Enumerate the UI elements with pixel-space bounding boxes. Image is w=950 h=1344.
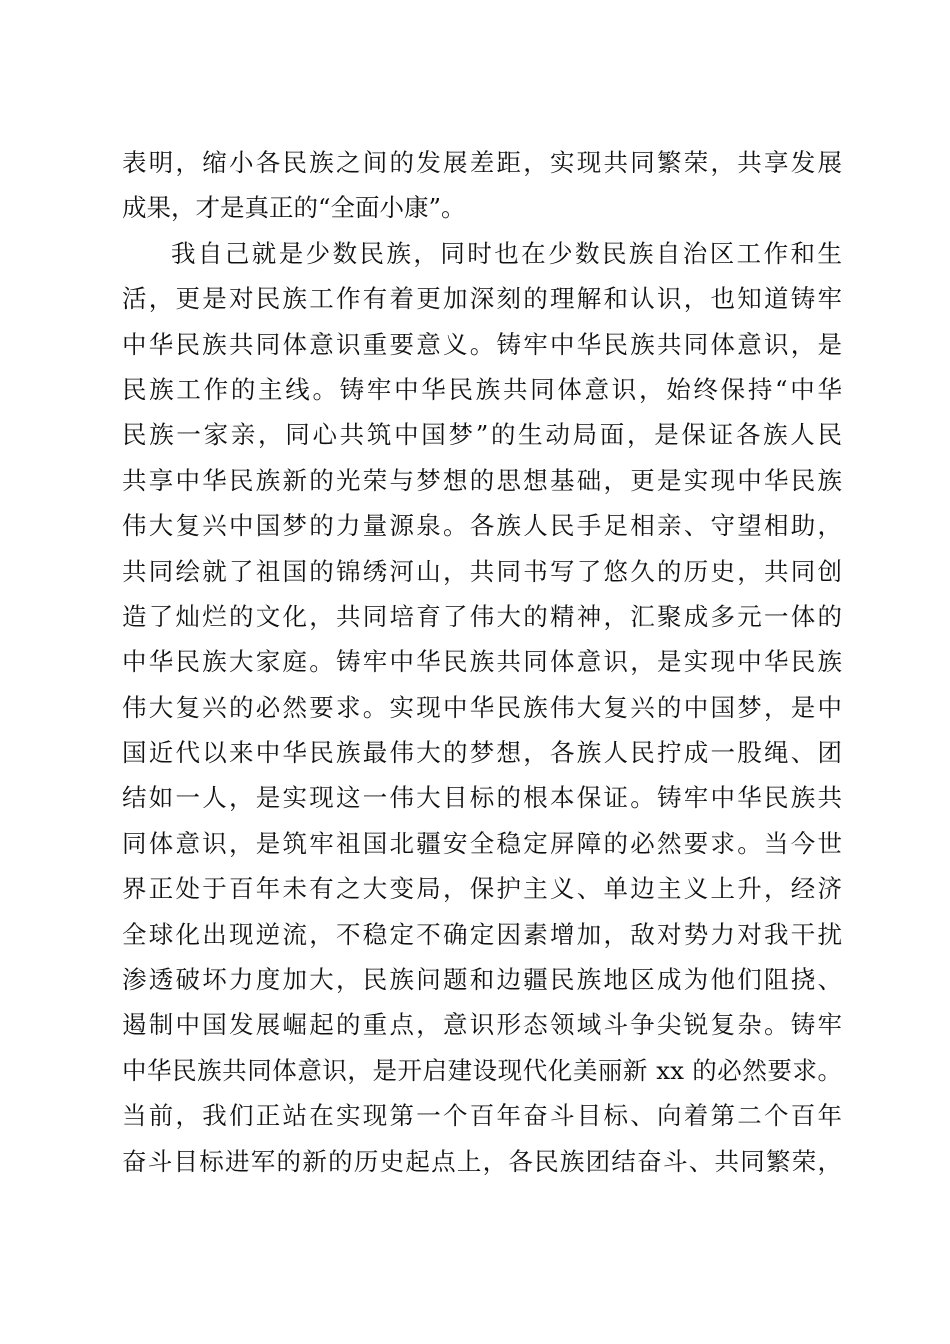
text-line: 民族工作的主线。铸牢中华民族共同体意识，始终保持“中华	[122, 374, 842, 404]
paragraph-1	[122, 140, 842, 231]
text-line: 伟大复兴中国梦的力量源泉。各族人民手足相亲、守望相助，	[122, 511, 842, 541]
text-line: 中华民族共同体意识，是开启建设现代化美丽新 xx 的必然要求。	[122, 1055, 842, 1085]
text-line: 表明，缩小各民族之间的发展差距，实现共同繁荣，共享发展	[122, 148, 842, 177]
text-line: 遏制中国发展崛起的重点，意识形态领域斗争尖锐复杂。铸牢	[122, 1010, 842, 1040]
text-line: 中华民族大家庭。铸牢中华民族共同体意识，是实现中华民族	[122, 647, 842, 677]
body-text	[122, 140, 842, 1184]
text-line: 我自己就是少数民族，同时也在少数民族自治区工作和生	[171, 238, 842, 268]
text-line: 界正处于百年未有之大变局，保护主义、单边主义上升，经济	[122, 874, 842, 904]
text-line: 共同绘就了祖国的锦绣河山，共同书写了悠久的历史，共同创	[122, 556, 842, 586]
text-line: 渗透破坏力度加大，民族问题和边疆民族地区成为他们阻挠、	[122, 965, 842, 995]
text-line: 造了灿烂的文化，共同培育了伟大的精神，汇聚成多元一体的	[122, 601, 842, 631]
text-line: 共享中华民族新的光荣与梦想的思想基础，更是实现中华民族	[122, 465, 842, 495]
text-line: 奋斗目标进军的新的历史起点上，各民族团结奋斗、共同繁荣，	[122, 1146, 842, 1176]
text-line: 成果，才是真正的“全面小康”。	[122, 193, 466, 223]
text-line: 国近代以来中华民族最伟大的梦想，各族人民拧成一股绳、团	[122, 738, 842, 768]
text-line: 民族一家亲，同心共筑中国梦”的生动局面，是保证各族人民	[122, 420, 842, 450]
paragraph-2	[122, 231, 842, 1184]
text-line: 伟大复兴的必然要求。实现中华民族伟大复兴的中国梦，是中	[122, 692, 842, 722]
text-line: 全球化出现逆流，不稳定不确定因素增加，敌对势力对我干扰	[122, 919, 842, 949]
text-line: 结如一人，是实现这一伟大目标的根本保证。铸牢中华民族共	[122, 783, 842, 813]
text-line: 当前，我们正站在实现第一个百年奋斗目标、向着第二个百年	[122, 1101, 842, 1131]
text-line: 同体意识，是筑牢祖国北疆安全稳定屏障的必然要求。当今世	[122, 828, 842, 858]
text-line: 中华民族共同体意识重要意义。铸牢中华民族共同体意识，是	[122, 329, 842, 359]
text-line: 活，更是对民族工作有着更加深刻的理解和认识，也知道铸牢	[122, 284, 842, 314]
